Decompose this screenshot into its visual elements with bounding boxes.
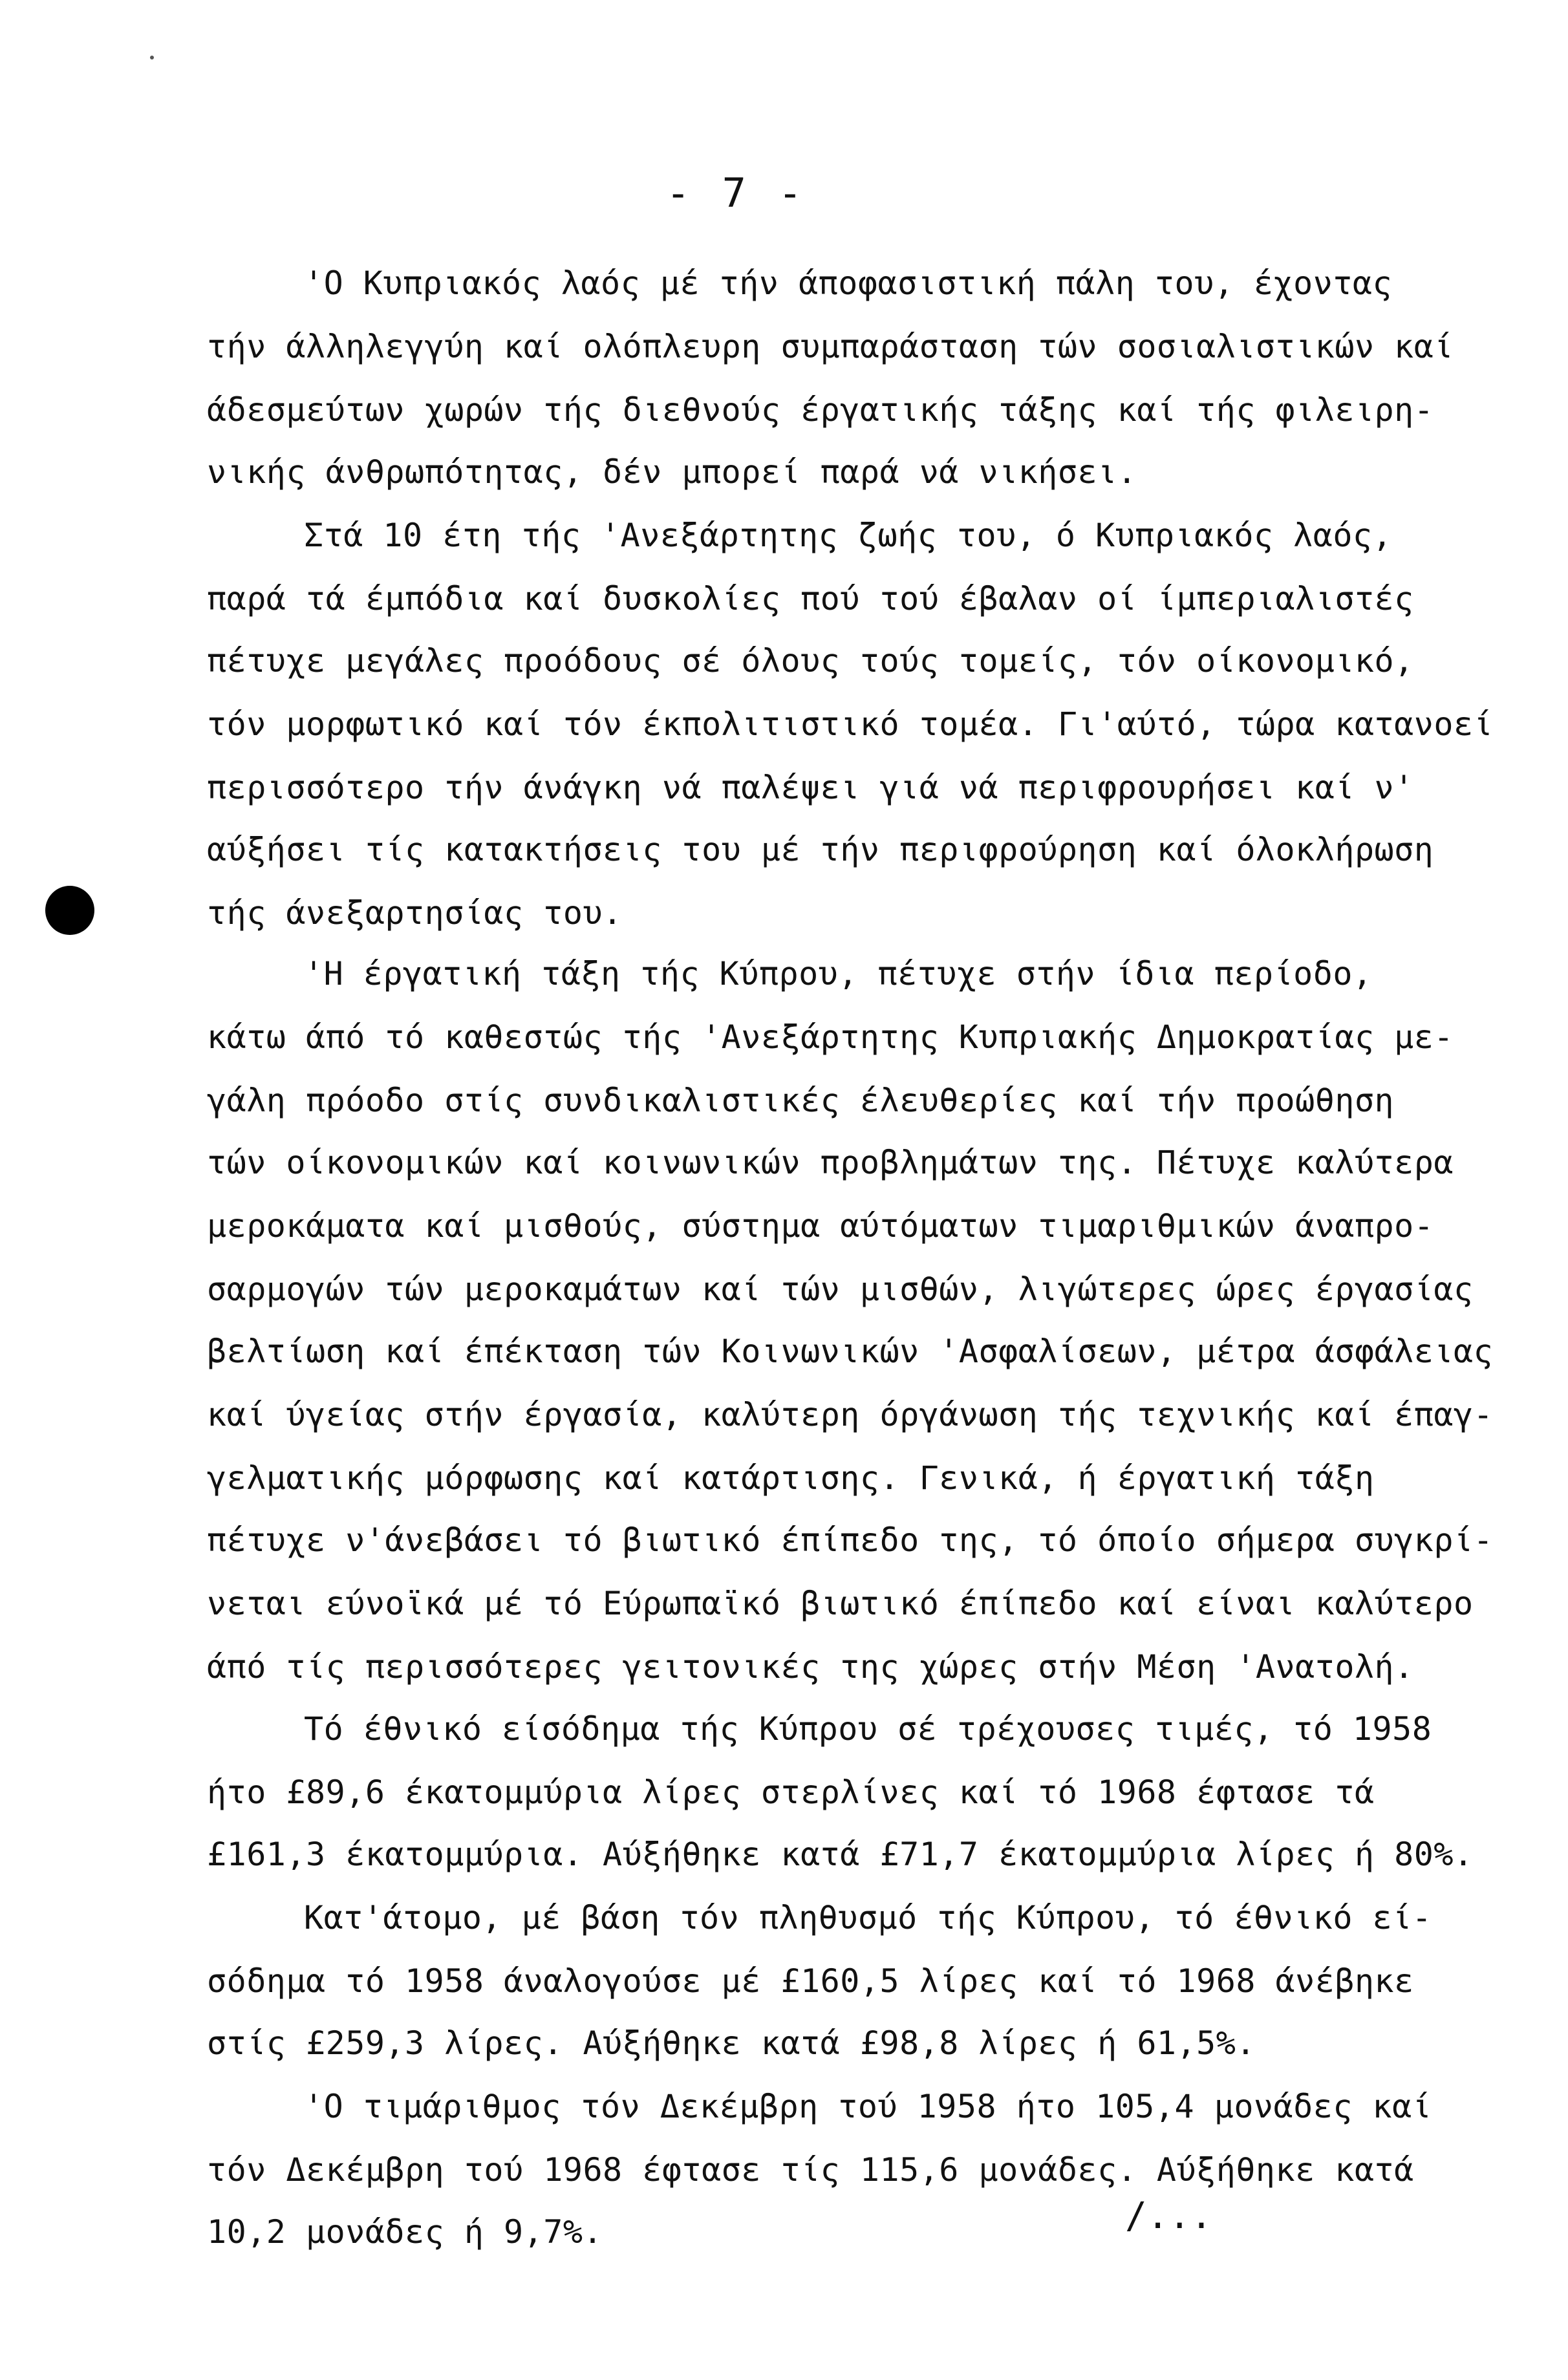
text-line: ήτο £89,6 έκατομμύρια λίρες στερλίνες καί τό 1968 έφτασε τά <box>207 1774 1375 1811</box>
text-line: πέτυχε ν'άνεβάσει τό βιωτικό έπίπεδο της, τό όποίο σήμερα συγκρί- <box>207 1521 1494 1559</box>
paper-speck <box>150 56 154 59</box>
text-line: περισσότερο τήν άνάγκη νά παλέψει γιά νά περιφρουρήσει καί ν' <box>207 769 1414 806</box>
text-line: Τό έθνικό είσόδημα τής Κύπρου σέ τρέχουσες τιμές, τό 1958 <box>304 1710 1432 1748</box>
text-line: Στά 10 έτη τής 'Ανεξάρτητης ζωής του, ό Κυπριακός λαός, <box>304 517 1393 554</box>
text-line: κάτω άπό τό καθεστώς τής 'Ανεξάρτητης Κυπριακής Δημοκρατίας με- <box>207 1018 1454 1056</box>
text-line: παρά τά έμπόδια καί δυσκολίες πού τού έβαλαν οί ίμπεριαλιστές <box>207 580 1414 617</box>
text-line: 'Η έργατική τάξη τής Κύπρου, πέτυχε στήν ίδια περίοδο, <box>304 955 1373 992</box>
text-line: τής άνεξαρτησίας του. <box>207 894 623 932</box>
text-line: 'O τιμάριθμος τόν Δεκέμβρη τού 1958 ήτο 105,4 μονάδες καί <box>304 2088 1432 2125</box>
text-line: μεροκάματα καί μισθούς, σύστημα αύτόματων τιμαριθμικών άναπρο- <box>207 1207 1434 1245</box>
text-line: τήν άλληλεγγύη καί ολόπλευρη συμπαράσταση τών σοσιαλιστικών καί <box>207 328 1454 365</box>
text-line: στίς £259,3 λίρες. Αύξήθηκε κατά £98,8 λίρες ή 61,5%. <box>207 2024 1256 2062</box>
text-line: άδεσμεύτων χωρών τής διεθνούς έργατικής τάξης καί τής φιλειρη- <box>207 391 1434 429</box>
text-line: βελτίωση καί έπέκταση τών Κοινωνικών 'Ασφαλίσεων, μέτρα άσφάλειας <box>207 1333 1494 1370</box>
text-line: τόν μορφωτικό καί τόν έκπολιτιστικό τομέα. Γι'αύτό, τώρα κατανοεί <box>207 705 1494 743</box>
text-line: νεται εύνοϊκά μέ τό Εύρωπαϊκό βιωτικό έπίπεδο καί είναι καλύτερο <box>207 1585 1474 1622</box>
text-line: τόν Δεκέμβρη τού 1968 έφτασε τίς 115,6 μονάδες. Αύξήθηκε κατά <box>207 2151 1414 2189</box>
text-line: 10,2 μονάδες ή 9,7%. <box>207 2213 603 2251</box>
text-line: γάλη πρόοδο στίς συνδικαλιστικές έλευθερίες καί τήν προώθηση <box>207 1082 1395 1119</box>
text-line: γελματικής μόρφωσης καί κατάρτισης. Γενικά, ή έργατική τάξη <box>207 1459 1375 1497</box>
text-line: άπό τίς περισσότερες γειτονικές της χώρες στήν Μέση 'Ανατολή. <box>207 1648 1414 1686</box>
text-line: καί ύγείας στήν έργασία, καλύτερη όργάνωση τής τεχνικής καί έπαγ- <box>207 1396 1494 1433</box>
text-line: αύξήσει τίς κατακτήσεις του μέ τήν περιφρούρηση καί όλοκλήρωση <box>207 831 1434 868</box>
text-line: σαρμογών τών μεροκαμάτων καί τών μισθών, λιγώτερες ώρες έργασίας <box>207 1270 1474 1308</box>
binder-hole <box>45 886 94 935</box>
text-line: σόδημα τό 1958 άναλογούσε μέ £160,5 λίρες καί τό 1968 άνέβηκε <box>207 1962 1414 2000</box>
text-line: £161,3 έκατομμύρια. Αύξήθηκε κατά £71,7 έκατομμύρια λίρες ή 80%. <box>207 1836 1474 1873</box>
page-number: - 7 - <box>666 169 806 217</box>
text-line: Κατ'άτομο, μέ βάση τόν πληθυσμό τής Κύπρου, τό έθνικό εί- <box>304 1899 1432 1936</box>
text-line: πέτυχε μεγάλες προόδους σέ όλους τούς τομείς, τόν οίκονομικό, <box>207 642 1414 680</box>
text-line: 'O Κυπριακός λαός μέ τήν άποφασιστική πάλη του, έχοντας <box>304 264 1393 302</box>
text-line: νικής άνθρωπότητας, δέν μπορεί παρά νά νικήσει. <box>207 453 1137 491</box>
continuation-mark: /... <box>1125 2195 1212 2237</box>
text-line: τών οίκονομικών καί κοινωνικών προβλημάτων της. Πέτυχε καλύτερα <box>207 1144 1454 1181</box>
